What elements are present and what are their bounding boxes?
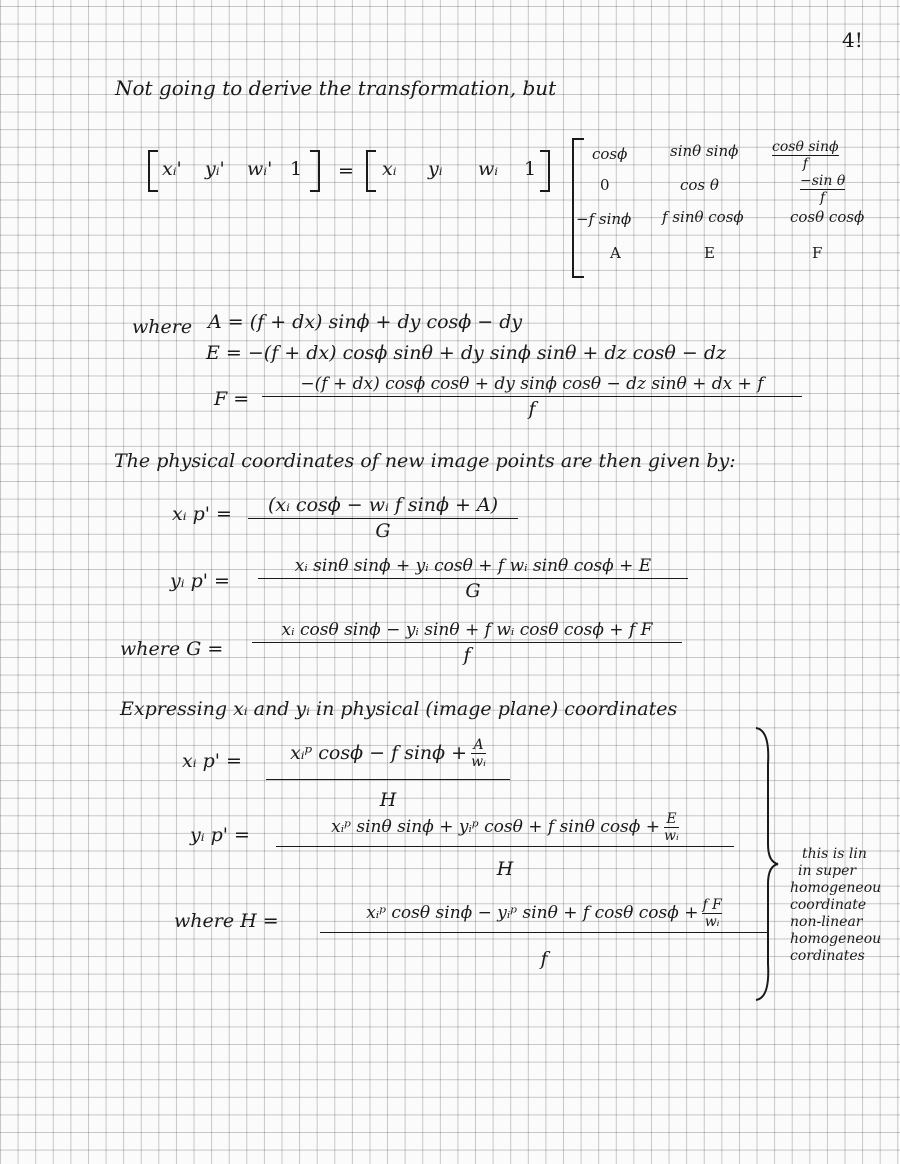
x2-denominator: H [379, 789, 397, 811]
matrix-r1c3 [772, 140, 839, 171]
H-numerator-text: xᵢᵖ cosθ sinϕ − yᵢᵖ sinθ + f cosθ cosϕ + [366, 903, 699, 923]
H-numerator [366, 898, 722, 929]
yp-lhs: yᵢ p' = [170, 570, 230, 592]
y2-small-fraction [664, 812, 679, 843]
x2-small-fraction [471, 738, 486, 769]
matrix-r4c2: E [704, 244, 715, 262]
equals-sign: = [338, 160, 354, 182]
xp-bar [248, 518, 518, 519]
y2-numerator-text: xᵢᵖ sinθ sinϕ + yᵢᵖ cosθ + f sinθ cosϕ + [331, 817, 661, 837]
x2-fraction [266, 738, 510, 810]
left-bracket-open [148, 150, 158, 192]
page-number: 4! [842, 28, 863, 52]
right-vec-x: xᵢ [382, 158, 397, 180]
yp-bar [258, 578, 688, 579]
left-bracket-close [310, 150, 320, 192]
matrix-r2c2: cos θ [680, 176, 719, 194]
side-note-line-4: coordinate [790, 897, 867, 913]
right-vec-w: wᵢ [478, 158, 499, 180]
matrix-r4c1: A [610, 244, 621, 262]
left-vec-x: xᵢ' [162, 158, 182, 180]
G-bar [252, 642, 682, 643]
side-note [788, 846, 881, 965]
definition-A: A = (f + dx) sinϕ + dy cosϕ − dy [208, 311, 523, 333]
yp-denominator: G [465, 580, 481, 602]
intro-text: Not going to derive the transformation, but [115, 76, 557, 100]
left-vec-w: wᵢ' [247, 158, 273, 180]
xp-lhs: xᵢ p' = [172, 503, 232, 525]
matrix-r1c1: cosϕ [592, 145, 628, 163]
yp-fraction [258, 558, 688, 601]
side-note-line-6: homogeneou [790, 931, 882, 947]
matrix-r4c3: F [812, 244, 823, 262]
right-vec-y: yᵢ [428, 158, 443, 180]
matrix-r1c2: sinθ sinϕ [670, 142, 739, 160]
definition-F-denominator: f [528, 398, 536, 420]
left-vec-one: 1 [290, 158, 303, 180]
left-vec-y: yᵢ' [205, 158, 225, 180]
x2-numerator [290, 738, 486, 769]
matrix-r3c2: f sinθ cosϕ [662, 208, 744, 226]
G-numerator: xᵢ cosθ sinϕ − yᵢ sinθ + f wᵢ cosθ cosϕ + f F [281, 620, 653, 640]
definition-F-lhs: F = [214, 388, 250, 410]
right-vec-one: 1 [524, 158, 537, 180]
H-small-den: wᵢ [704, 914, 720, 930]
side-note-line-1: this is lin [802, 846, 867, 862]
xp-fraction [248, 496, 518, 541]
right-curly-brace [752, 724, 782, 1004]
y2-numerator [331, 812, 679, 843]
where-label-1: where [132, 316, 193, 338]
H-small-num: f F [702, 897, 722, 913]
side-note-line-2: in super [798, 863, 857, 879]
x2-numerator-text: xᵢᵖ cosϕ − f sinϕ + [290, 742, 468, 764]
expressing-text: Expressing xᵢ and yᵢ in physical (image plane) coordinates [120, 698, 678, 720]
H-bar [320, 932, 768, 933]
x2-small-den: wᵢ [471, 754, 486, 770]
physical-coordinates-text: The physical coordinates of new image points are then given by: [114, 450, 736, 472]
x2-lhs: xᵢ p' = [182, 750, 242, 772]
matrix-r2c3 [800, 174, 845, 205]
matrix-r3c3: cosθ cosϕ [790, 208, 865, 226]
y2-denominator: H [496, 858, 514, 880]
H-lhs: where H = [174, 910, 279, 932]
xp-denominator: G [375, 520, 391, 542]
definition-F-bar [262, 396, 802, 397]
y2-lhs: yᵢ p' = [190, 824, 250, 846]
yp-numerator: xᵢ sinθ sinϕ + yᵢ cosθ + f wᵢ sinθ cosϕ + E [294, 556, 652, 576]
right-bracket-open [366, 150, 376, 192]
definition-F-numerator: −(f + dx) cosϕ cosθ + dy sinϕ cosθ − dz sinθ + dx + f [300, 374, 764, 394]
G-lhs: where G = [120, 638, 224, 660]
x2-small-num: A [473, 737, 484, 753]
definition-E: E = −(f + dx) cosϕ sinθ + dy sinϕ sinθ + dz cosθ − dz [206, 342, 727, 364]
matrix-r2c1: 0 [600, 176, 610, 194]
side-note-line-7: cordinates [790, 948, 865, 964]
H-denominator: f [540, 948, 548, 970]
side-note-line-5: non-linear [790, 914, 863, 930]
side-note-line-3: homogeneou [790, 880, 882, 896]
G-denominator: f [463, 644, 471, 666]
xp-numerator: (xᵢ cosϕ − wᵢ f sinϕ + A) [267, 494, 499, 516]
matrix-left-bracket [572, 138, 584, 278]
y2-bar [276, 846, 734, 847]
matrix-r1c3-num: cosθ sinϕ [772, 139, 839, 155]
matrix-r1c3-den: f [802, 156, 808, 172]
y2-small-num: E [666, 811, 677, 827]
definition-F-fraction [262, 376, 802, 419]
right-bracket-close [540, 150, 550, 192]
matrix-r2c3-den: f [820, 190, 826, 206]
x2-bar [266, 779, 510, 780]
matrix-r2c3-num: −sin θ [800, 173, 846, 189]
H-small-fraction [702, 898, 721, 929]
y2-fraction [276, 812, 734, 879]
H-fraction [320, 898, 768, 969]
G-fraction [252, 622, 682, 665]
matrix-r3c1: −f sinϕ [576, 210, 632, 228]
y2-small-den: wᵢ [664, 828, 679, 844]
